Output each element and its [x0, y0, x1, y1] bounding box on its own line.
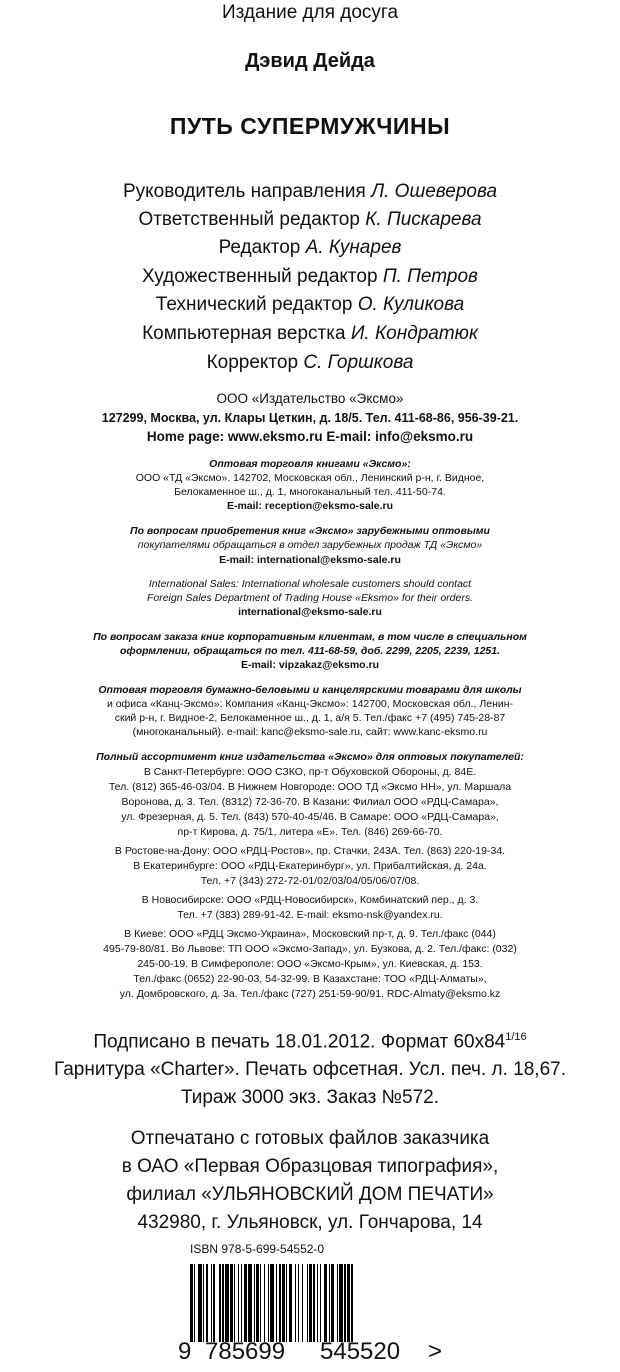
edition-type: Издание для досуга — [221, 2, 399, 23]
credit-name: П. Петров — [382, 266, 478, 287]
block-line: покупателями обращаться в отдел зарубежных продаж ТД «Эксмо» — [137, 539, 483, 551]
credit-role: Редактор — [218, 237, 301, 258]
print-typeface: Гарнитура «Charter». Печать офсетная. Усл. печ. л. 18,67. — [54, 1059, 566, 1080]
credit-name: К. Пискарева — [365, 209, 482, 230]
block-line: ул. Фрезерная, д. 5. Тел. (843) 570-40-45/46. В Самаре: ООО «РДЦ-Самара», — [121, 811, 499, 823]
block-line: ООО «ТД «Эксмо». 142702, Московская обл., Ленинский р-н, г. Видное, — [135, 472, 485, 484]
credit-role: Компьютерная верстка — [142, 323, 346, 344]
isbn-barcode — [190, 1260, 420, 1342]
print-run: Тираж 3000 экз. Заказ №572. — [180, 1087, 440, 1108]
block-line: international@eksmo-sale.ru — [238, 606, 382, 618]
block-heading: Оптовая торговля бумажно-беловыми и канцелярскими товарами для школы — [98, 684, 522, 696]
barcode-quiet-mark: > — [428, 1338, 443, 1365]
isbn-label: ISBN 978-5-699-54552-0 — [190, 1242, 325, 1256]
credit-role: Руководитель направления — [122, 181, 366, 202]
barcode-bar — [351, 1264, 354, 1342]
print-signed: Подписано в печать 18.01.2012. Формат $60x84^{1/16}$ — [93, 1031, 527, 1053]
block-line: и офиса «Канц-Эксмо»: Компания «Канц-Эксмо»: 142700, Московская обл., Ленин- — [106, 698, 514, 710]
block-line: 495-79-80/81. Во Львове: ТП ООО «Эксмо-Запад», ул. Бузкова, д. 2. Тел./факс: (032) — [103, 943, 517, 955]
block-heading: По вопросам приобретения книг «Эксмо» зарубежными оптовыми — [130, 525, 490, 537]
book-title: ПУТЬ СУПЕРМУЖЧИНЫ — [169, 113, 451, 139]
barcode-group-right: 545520 — [320, 1338, 401, 1365]
printer-line: в ОАО «Первая Образцовая типография», — [121, 1156, 499, 1177]
block-line: Foreign Sales Department of Trading House «Eksmo» for their orders. — [146, 592, 474, 604]
credit-role: Художественный редактор — [142, 266, 378, 287]
block-line: В Киеве: ООО «РДЦ Эксмо-Украина», Московский пр-т, д. 9. Тел./факс (044) — [124, 928, 496, 940]
block-line: Тел. +7 (383) 289-91-42. E-mail: eksmo-nsk@yandex.ru. — [177, 909, 443, 921]
credit-line — [0, 352, 620, 374]
block-line: (многоканальный). e-mail: kanc@eksmo-sale.ru, сайт: www.kanc-eksmo.ru — [132, 726, 488, 738]
block-heading: Полный ассортимент книг издательства «Эксмо» для оптовых покупателей: — [96, 751, 524, 763]
format-fraction: 1/16 — [505, 1031, 527, 1043]
block-line: 245-00-19. В Симферополе: ООО «Эксмо-Крым», ул. Киевская, д. 153. — [137, 958, 483, 970]
credit-name: А. Кунарев — [305, 237, 402, 258]
block-line: Тел. (812) 365-46-03/04. В Нижнем Новгороде: ООО ТД «Эксмо НН», ул. Маршала — [108, 781, 512, 793]
credit-line — [0, 237, 620, 259]
block-line: Тел./факс (0652) 22-90-03, 54-32-99. В Казахстане: ТОО «РДЦ-Алматы», — [133, 973, 487, 985]
block-line: Белокаменное ш., д. 1, многоканальный тел. 411-50-74. — [174, 486, 446, 498]
publisher-address: 127299, Москва, ул. Клары Цеткин, д. 18/5. Тел. 411-68-86, 956-39-21. — [101, 411, 519, 425]
credit-line — [0, 323, 620, 345]
block-line: E-mail: international@eksmo-sale.ru — [219, 554, 401, 566]
block-line: E-mail: reception@eksmo-sale.ru — [226, 500, 394, 512]
block-heading: По вопросам заказа книг корпоративным клиентам, в том числе в специальном — [93, 631, 527, 643]
publisher-web: Home page: www.eksmo.ru E-mail: info@eksmo.ru — [146, 429, 474, 444]
credit-line — [0, 181, 620, 203]
book-author: Дэвид Дейда — [245, 50, 375, 72]
credit-line — [0, 209, 620, 231]
publisher-name: ООО «Издательство «Эксмо» — [216, 391, 404, 406]
credit-role: Корректор — [206, 352, 299, 373]
printer-line: Отпечатано с готовых файлов заказчика — [130, 1128, 490, 1149]
credit-name: О. Куликова — [357, 294, 465, 315]
credit-name: С. Горшкова — [303, 352, 414, 373]
credit-line — [0, 266, 620, 288]
block-line: Воронова, д. 3. Тел. (8312) 72-36-70. В Казани: Филиал ООО «РДЦ-Самара», — [121, 796, 499, 808]
block-line: В Екатеринбурге: ООО «РДЦ-Екатеринбург», ул. Прибалтийская, д. 24а. — [133, 860, 487, 872]
credit-name: И. Кондратюк — [350, 323, 478, 344]
block-line: оформлении, обращаться по тел. 411-68-59, доб. 2299, 2205, 2239, 1251. — [119, 645, 501, 657]
barcode-group-left: 785699 — [205, 1338, 286, 1365]
block-line: E-mail: vipzakaz@eksmo.ru — [240, 659, 380, 671]
credit-role: Технический редактор — [155, 294, 353, 315]
block-line: ский р-н, г. Видное-2, Белокаменное ш., д. 1, а/я 5. Тел./факс +7 (495) 745-28-87 — [114, 712, 506, 724]
credit-line — [0, 294, 620, 316]
block-heading: International Sales: International wholesale customers should contact — [148, 578, 472, 590]
block-heading: Оптовая торговля книгами «Эксмо»: — [209, 458, 411, 470]
credit-name: Л. Ошеверова — [371, 181, 498, 202]
block-line: пр-т Кирова, д. 75/1, литера «Е». Тел. (846) 269-66-70. — [177, 826, 443, 838]
barcode-digit-first: 9 — [178, 1338, 192, 1365]
block-line: В Новосибирске: ООО «РДЦ-Новосибирск», Комбинатский пер., д. 3. — [141, 894, 479, 906]
block-line: Тел. +7 (343) 272-72-01/02/03/04/05/06/07/08. — [200, 875, 420, 887]
block-line: ул. Домбровского, д. 3а. Тел./факс (727) 251-59-90/91. RDC-Almaty@eksmo.kz — [119, 988, 501, 1000]
credit-role: Ответственный редактор — [138, 209, 360, 230]
block-line: В Ростове-на-Дону: ООО «РДЦ-Ростов», пр. Стачки, 243А. Тел. (863) 220-19-34. — [114, 845, 506, 857]
block-line: В Санкт-Петербурге: ООО СЗКО, пр-т Обуховской Обороны, д. 84Е. — [143, 766, 477, 778]
printer-line: филиал «УЛЬЯНОВСКИЙ ДОМ ПЕЧАТИ» — [126, 1184, 494, 1205]
printer-line: 432980, г. Ульяновск, ул. Гончарова, 14 — [137, 1212, 483, 1233]
